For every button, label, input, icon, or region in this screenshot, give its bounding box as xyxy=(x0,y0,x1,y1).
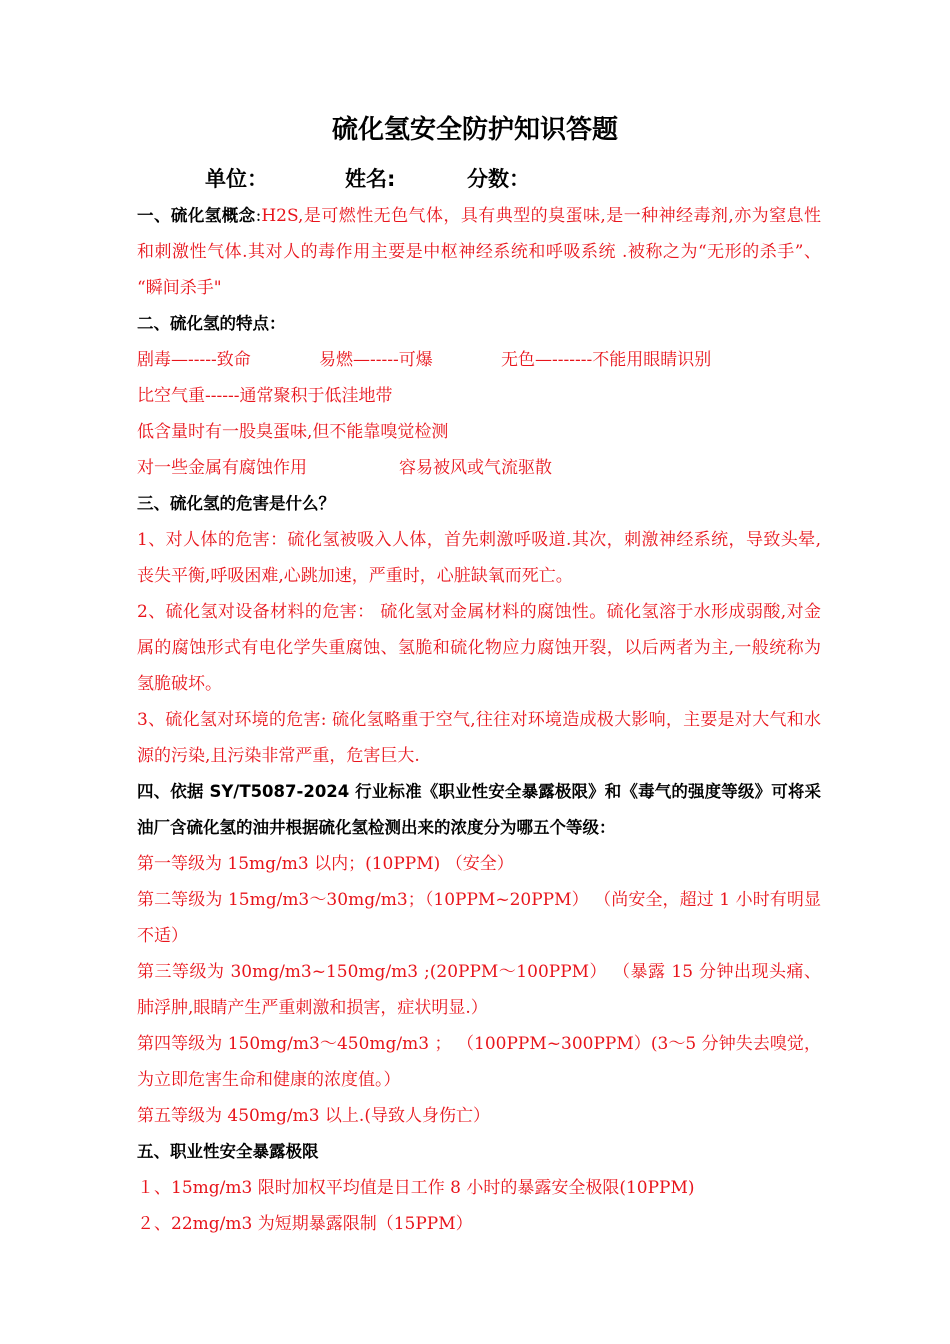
feature-heavier-than-air: 比空气重------通常聚积于低洼地带 xyxy=(137,386,393,406)
feature-toxic: 剧毒—-----致命 xyxy=(137,350,251,370)
section-4-heading: 四、依据 SY/T5087-2024 行业标准《职业性安全暴露极限》和《毒气的强度等级》可将采油厂含硫化氢的油井根据硫化氢检测出来的浓度分为哪五个等级： xyxy=(137,782,821,837)
level-4: 第四等级为 150mg/m3～450mg/m3 ； （100PPM~300PPM）(3～5 分钟失去嗅觉，为立即危害生命和健康的浓度值。） xyxy=(137,1034,821,1090)
document-title: 硫化氢安全防护知识答题 xyxy=(331,115,618,145)
feature-row-4 xyxy=(137,450,821,486)
name-label: 姓名: xyxy=(345,167,396,191)
level-3: 第三等级为 30mg/m3~150mg/m3 ;(20PPM～100PPM） （暴露 15 分钟出现头痛、肺浮肿,眼睛产生严重刺激和损害，症状明显.） xyxy=(137,962,821,1018)
hazard-human: 1、对人体的危害：硫化氢被吸入人体，首先刺激呼吸道.其次，刺激神经系统，导致头晕,丧失平衡,呼吸困难,心跳加速，严重时，心脏缺氧而死亡。 xyxy=(137,530,821,586)
section-1-text: H2S,是可燃性无色气体，具有典型的臭蛋味,是一种神经毒剂,亦为窒息性和刺激性气体.其对人的毒作用主要是中枢神经系统和呼吸系统 .被称之为“无形的杀手”、 “瞬间杀手" xyxy=(137,206,821,298)
level-2: 第二等级为 15mg/m3～30mg/m3；（10PPM~20PPM） （尚安全，超过 1 小时有明显不适） xyxy=(137,890,821,946)
section-2-heading: 二、硫化氢的特点： xyxy=(137,314,286,333)
exposure-limit-1: １、15mg/m3 限时加权平均值是日工作 8 小时的暴露安全极限(10PPM) xyxy=(137,1178,695,1198)
feature-odor: 低含量时有一股臭蛋味,但不能靠嗅觉检测 xyxy=(137,422,449,442)
feature-row-1 xyxy=(137,342,821,378)
section-1 xyxy=(137,198,821,306)
level-5: 第五等级为 450mg/m3 以上.(导致人身伤亡） xyxy=(137,1106,490,1126)
hazard-equipment: 2、硫化氢对设备材料的危害： 硫化氢对金属材料的腐蚀性。硫化氢溶于水形成弱酸,对金属的腐蚀形式有电化学失重腐蚀、氢脆和硫化物应力腐蚀开裂，以后两者为主,一般统称为氢脆破坏。 xyxy=(137,602,821,694)
feature-colorless: 无色—-------不能用眼睛识别 xyxy=(501,350,712,370)
feature-corrosive: 对一些金属有腐蚀作用 xyxy=(137,458,307,478)
section-3-heading: 三、硫化氢的危害是什么？ xyxy=(137,494,335,513)
feature-dispersed: 容易被风或气流驱散 xyxy=(399,458,552,478)
feature-flammable: 易燃—-----可爆 xyxy=(319,350,433,370)
score-label: 分数： xyxy=(467,167,530,191)
section-1-heading: 一、硫化氢概念 xyxy=(137,206,256,225)
document-body xyxy=(137,198,821,1242)
unit-label: 单位： xyxy=(205,167,268,191)
exposure-limit-2: ２、22mg/m3 为短期暴露限制（15PPM） xyxy=(137,1214,473,1234)
level-1: 第一等级为 15mg/m3 以内；(10PPM) （安全） xyxy=(137,854,514,874)
section-5-heading: 五、职业性安全暴露极限 xyxy=(137,1142,319,1161)
hazard-environment: 3、硫化氢对环境的危害: 硫化氢略重于空气,往往对环境造成极大影响，主要是对大气和水源的污染,且污染非常严重，危害巨大. xyxy=(137,710,821,766)
section-1-colon: : xyxy=(255,206,262,226)
